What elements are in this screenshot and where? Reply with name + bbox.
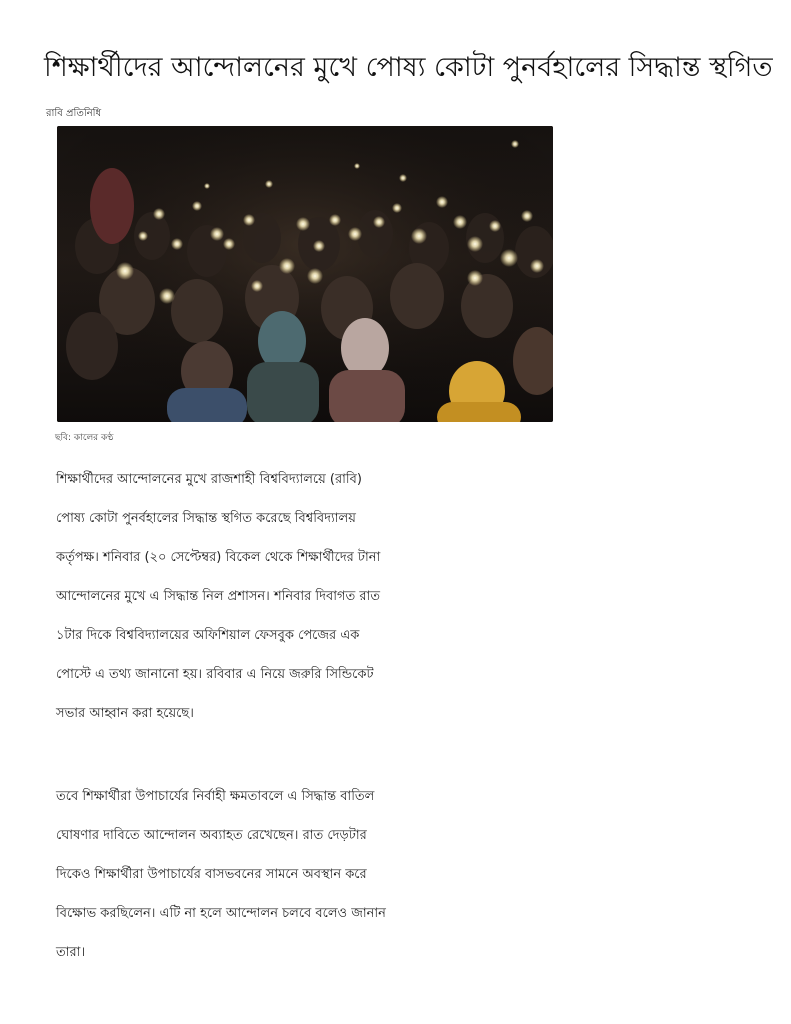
paragraph-line: কর্তৃপক্ষ। শনিবার (২০ সেপ্টেম্বর) বিকেল থেকে শিক্ষার্থীদের টানা [56,550,381,565]
article-photo [57,126,553,422]
paragraph-line: বিক্ষোভ করছিলেন। এটি না হলে আন্দোলন চলবে বলেও জানান [56,906,386,921]
paragraph-line: ঘোষণার দাবিতে আন্দোলন অব্যাহত রেখেছেন। রাত দেড়টার [56,828,367,843]
paragraph-line: পোস্টে এ তথ্য জানানো হয়। রবিবার এ নিয়ে জরুরি সিন্ডিকেট [56,667,374,682]
paragraph-line: ১টার দিকে বিশ্ববিদ্যালয়ের অফিশিয়াল ফেসবুক পেজের এক [56,628,360,643]
article-paragraph-2 [56,777,476,972]
paragraph-line: সভার আহ্বান করা হয়েছে। [56,706,194,721]
paragraph-line: আন্দোলনের মুখে এ সিদ্ধান্ত নিল প্রশাসন। শনিবার দিবাগত রাত [56,589,381,604]
paragraph-line: দিকেও শিক্ষার্থীরা উপাচার্যের বাসভবনের সামনে অবস্থান করে [56,867,367,882]
article-headline: শিক্ষার্থীদের আন্দোলনের মুখে পোষ্য কোটা পুনর্বহালের সিদ্ধান্ত স্থগিত [44,52,773,83]
article-paragraph-1 [56,460,476,733]
paragraph-line: শিক্ষার্থীদের আন্দোলনের মুখে রাজশাহী বিশ্ববিদ্যালয়ে (রাবি) [56,472,362,487]
paragraph-line: তবে শিক্ষার্থীরা উপাচার্যের নির্বাহী ক্ষমতাবলে এ সিদ্ধান্ত বাতিল [56,789,375,804]
photo-caption: ছবি: কালের কণ্ঠ [55,433,114,443]
protest-night-photo [57,126,553,422]
paragraph-line: তারা। [56,945,86,960]
byline: রাবি প্রতিনিধি [46,108,102,119]
paragraph-line: পোষ্য কোটা পুনর্বহালের সিদ্ধান্ত স্থগিত করেছে বিশ্ববিদ্যালয় [56,511,356,526]
